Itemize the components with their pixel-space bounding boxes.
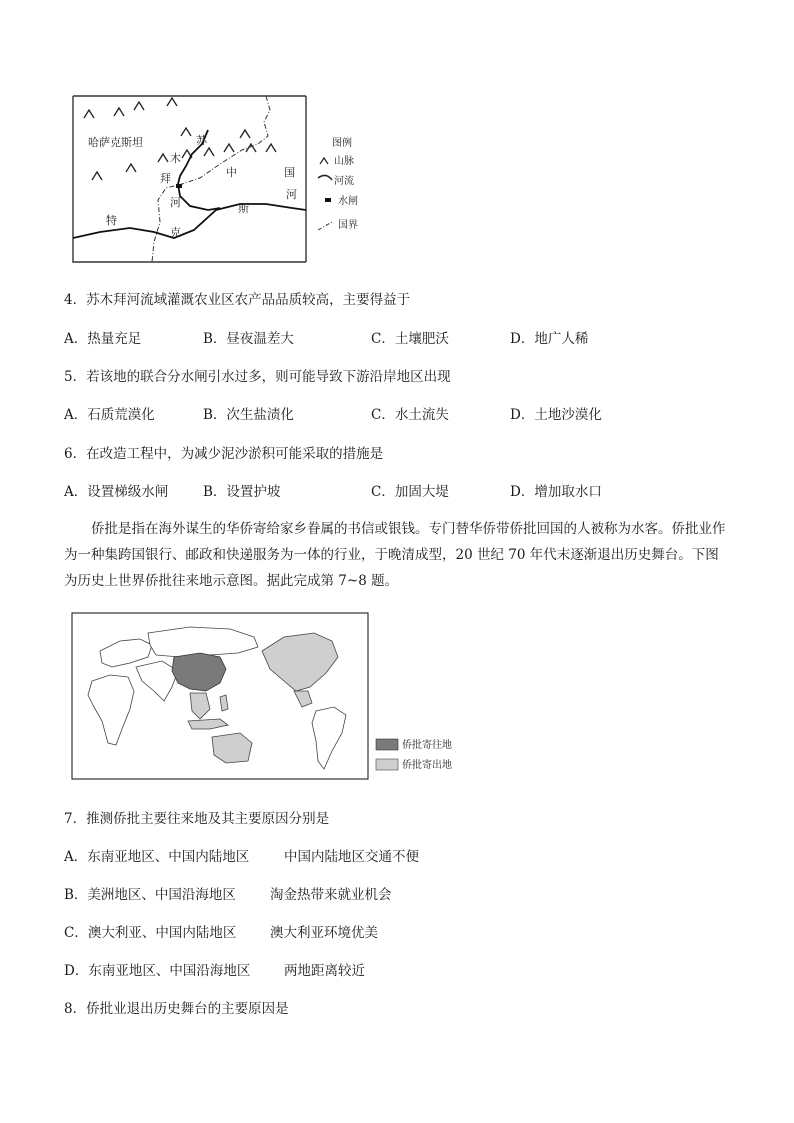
sumubai-river-map	[70, 92, 388, 268]
q7-option-a-reason: 中国内陆地区交通不便	[284, 849, 419, 865]
legend-origin-swatch	[376, 759, 398, 770]
q6-option-b[interactable]: B．设置护坡	[203, 484, 281, 500]
legend-origin-label: 侨批寄出地	[402, 760, 452, 771]
label-kazakhstan: 哈萨克斯坦	[88, 136, 143, 149]
label-si: 斯	[238, 202, 249, 215]
legend-river: 河流	[334, 176, 354, 187]
q7-option-d[interactable]: D．东南亚地区、中国沿海地区	[64, 963, 251, 979]
qiaopi-map-svg	[70, 611, 468, 783]
q7-option-b-reason: 淘金热带来就业机会	[270, 887, 392, 903]
label-he-left: 河	[170, 196, 181, 209]
q7-option-a[interactable]: A．东南亚地区、中国内陆地区	[64, 849, 250, 865]
legend-send-swatch	[376, 739, 398, 750]
passage-qiaopi: 侨批是指在海外谋生的华侨寄给家乡眷属的书信或银钱。专门替华侨带侨批回国的人被称为水客。侨批业作为一种集跨国银行、邮政和快递服务为一体的行业，于晚清成型，20 世纪 70 年代末逐渐退出历史舞台。下图为历史上世界侨批往来地示意图。据此完成第 7~8 题。	[64, 521, 726, 589]
label-zhong: 中	[226, 166, 237, 179]
q7-option-c-reason: 澳大利亚环境优美	[270, 925, 378, 941]
legend-mountain: 山脉	[334, 156, 354, 167]
label-bai: 拜	[160, 172, 171, 185]
legend-sluice: 水闸	[338, 196, 358, 207]
q8-stem: 8．侨批业退出历史舞台的主要原因是	[64, 1001, 289, 1017]
legend-send-label: 侨批寄往地	[402, 740, 452, 751]
q5-option-c[interactable]: C．水土流失	[371, 407, 449, 423]
q5-option-d[interactable]: D．土地沙漠化	[510, 407, 602, 423]
q7-stem: 7．推测侨批主要往来地及其主要原因分别是	[64, 811, 330, 827]
q6-option-d[interactable]: D．增加取水口	[510, 484, 602, 500]
border-legend-icon	[318, 222, 332, 230]
q4-option-a[interactable]: A．热量充足	[64, 331, 142, 347]
label-te: 特	[106, 214, 117, 227]
q6-option-a[interactable]: A．设置梯级水闸	[64, 484, 169, 500]
q6-stem: 6．在改造工程中，为减少泥沙淤积可能采取的措施是	[64, 446, 384, 462]
label-he-right: 河	[286, 188, 297, 201]
q5-stem: 5．若该地的联合分水闸引水过多，则可能导致下游沿岸地区出现	[64, 369, 451, 385]
legend-title: 图例	[332, 138, 352, 149]
label-su: 苏	[196, 134, 207, 147]
q4-option-c[interactable]: C．土壤肥沃	[371, 331, 449, 347]
q5-option-b[interactable]: B．次生盐渍化	[203, 407, 294, 423]
mountain-legend-icon	[320, 158, 328, 164]
label-guo: 国	[284, 166, 295, 179]
label-ke: 克	[170, 226, 181, 239]
sluice-marker	[176, 184, 182, 188]
sluice-legend-icon	[325, 198, 331, 202]
map1-legend	[318, 136, 358, 231]
q7-option-d-reason: 两地距离较近	[284, 963, 365, 979]
sumubai-map-svg	[70, 92, 388, 268]
q4-stem: 4．苏木拜河流域灌溉农业区农产品品质较高，主要得益于	[64, 292, 411, 308]
label-mu: 木	[170, 152, 181, 165]
q7-option-b[interactable]: B．美洲地区、中国沿海地区	[64, 887, 236, 903]
legend-border: 国界	[338, 220, 358, 231]
q5-option-a[interactable]: A．石质荒漠化	[64, 407, 155, 423]
river-legend-icon	[318, 175, 332, 180]
q6-option-c[interactable]: C．加固大堤	[371, 484, 449, 500]
q4-option-b[interactable]: B．昼夜温差大	[203, 331, 294, 347]
q7-option-c[interactable]: C．澳大利亚、中国内陆地区	[64, 925, 237, 941]
qiaopi-world-map	[70, 611, 468, 783]
q4-option-d[interactable]: D．地广人稀	[510, 331, 589, 347]
